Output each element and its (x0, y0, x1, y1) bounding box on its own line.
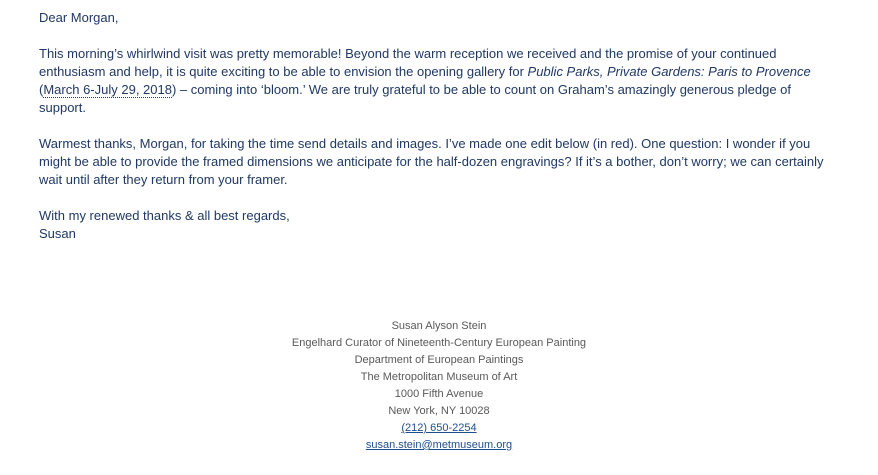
closing: With my renewed thanks & all best regards, (39, 208, 290, 223)
email-signature (200, 318, 678, 454)
signature-department: Department of European Paintings (354, 354, 524, 366)
signature-street: 1000 Fifth Avenue (394, 388, 484, 400)
email-body (39, 9, 839, 243)
open-paren: ( (39, 82, 44, 97)
greeting: Dear Morgan, (39, 10, 119, 25)
paragraph-visit (39, 45, 839, 117)
signature-title: Engelhard Curator of Nineteenth-Century European Painting (291, 337, 587, 349)
paragraph-gap (39, 189, 839, 207)
signature-city: New York, NY 10028 (388, 405, 490, 417)
signature-institution: The Metropolitan Museum of Art (360, 371, 518, 383)
signature-phone-link[interactable]: (212) 650-2254 (401, 422, 477, 434)
exhibition-dates: March 6-July 29, 2018 (43, 82, 172, 97)
paragraph-gap (39, 117, 839, 135)
signature-name: Susan Alyson Stein (391, 320, 487, 332)
exhibition-title: Public Parks, Private Gardens: Paris to Provence (527, 64, 811, 79)
paragraph-visit-text-end: ) – coming into ‘bloom.’ We are truly grateful to be able to count on Graham’s amazingly generous pledge of support. (39, 82, 792, 115)
paragraph-visit-text: This morning’s whirlwind visit was pretty memorable! Beyond the warm reception we received and the promise of your continued enthusiasm and help, it is quite exciting to be able to envision the opening gallery for (39, 46, 777, 79)
paragraph-thanks: Warmest thanks, Morgan, for taking the time send details and images. I’ve made one edit below (in red). One question: I wonder if you might be able to provide the framed dimensions we anticipate for the half-dozen engravings? If it’s a bother, don’t worry; we can certainly wait until after they return from your framer. (39, 136, 824, 187)
signature-email-link[interactable]: susan.stein@metmuseum.org (365, 439, 513, 451)
paragraph-gap (39, 27, 839, 45)
sender-first-name: Susan (39, 226, 76, 241)
